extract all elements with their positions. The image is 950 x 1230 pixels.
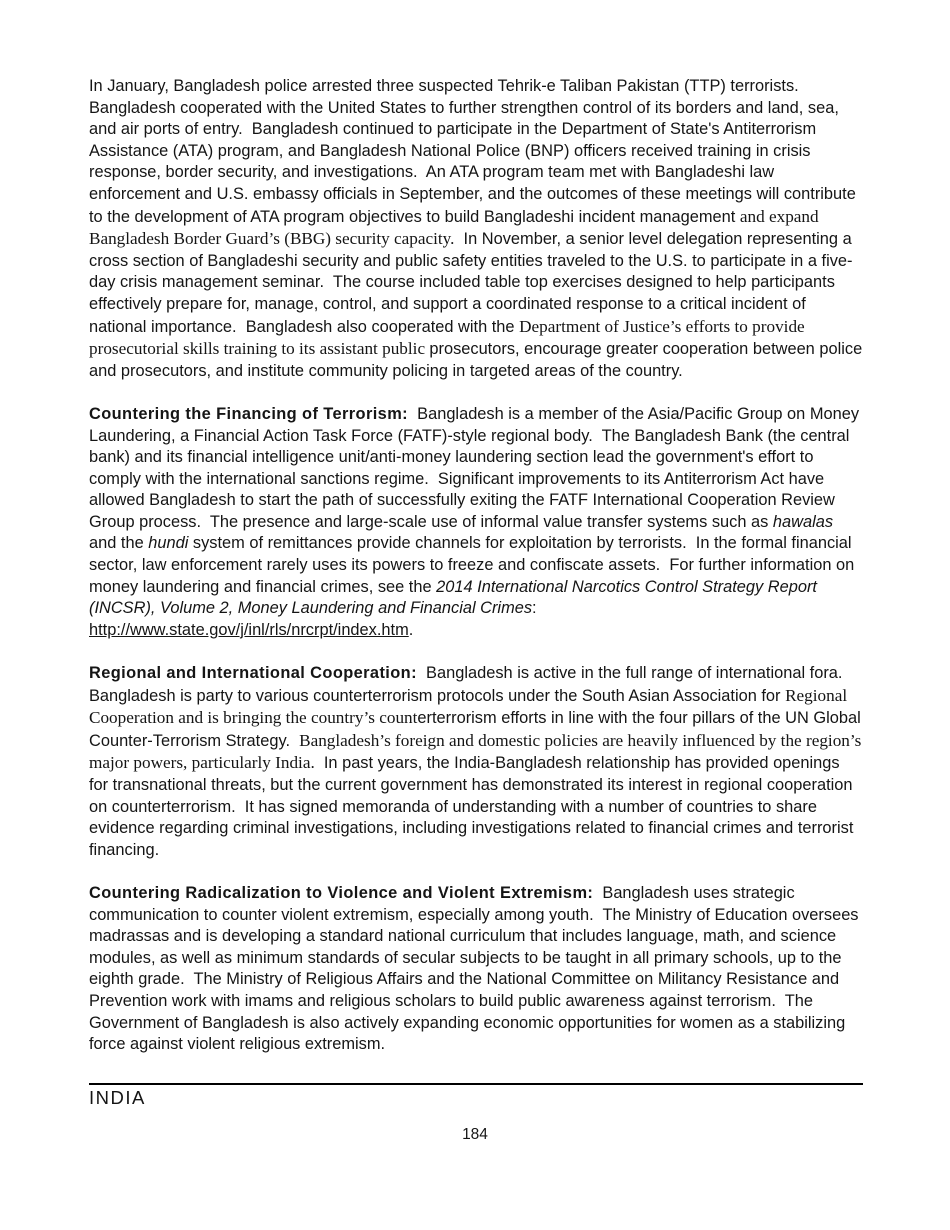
text-run: . <box>408 620 414 639</box>
paragraph-heading: Regional and International Cooperation: <box>89 664 417 683</box>
text-run: Bangladesh is active in the full range of international fora. Bangladesh is party to various counterterrorism protocols under the South Asian Association for <box>89 664 852 705</box>
text-run: system of remittances provide channels for exploitation by terrorists. In the formal financial sector, law enforcement rarely uses its powers to freeze and confiscate assets. For further information on money laundering and financial crimes, see the <box>89 534 859 596</box>
text-run: prosecutors, encourage greater cooperation between police and prosecutors, and institute community policing in targeted areas of the country. <box>89 340 867 380</box>
text-run: and the <box>89 512 838 553</box>
page-number: 184 <box>462 1126 488 1143</box>
paragraph-heading: Countering the Financing of Terrorism: <box>89 404 409 423</box>
text-run: In November, a senior level delegation representing a cross section of Bangladeshi security and public safety entities traveled to the U.S. to participate in a five-day crisis management seminar. The course included table top exercises designed to help participants effectively prepare for, manage, control, and support a coordinated response to a critical incident of national importance. Bangladesh also cooperated with the <box>89 230 857 336</box>
text-run: erterrorism efforts in line with the four pillars of the UN Global Counter-Terrorism Strategy. <box>89 709 866 750</box>
paragraph <box>89 404 863 642</box>
paragraph <box>89 76 867 382</box>
text-run: and expand Bangladesh Border Guard’s (BBG) security capacity. <box>89 206 823 249</box>
section-divider <box>89 1083 863 1085</box>
section-heading-india: INDIA <box>89 1087 146 1108</box>
paragraph <box>89 663 866 861</box>
text-run: Bangladesh uses strategic communication to counter violent extremism, especially among youth. The Ministry of Education oversees madrassas and is developing a standard national curriculum that includes language, math, and science modules, as well as minimum standards of secular subjects to be taught in all primary schools, up to the eighth grade. The Ministry of Religious Affairs and the National Committee on Militancy Resistance and Prevention work with imams and religious scholars to build public awareness against terrorism. The Government of Bangladesh is also actively expanding economic opportunities for women as a stabilizing force against violent religious extremism. <box>89 883 864 1054</box>
text-run: Bangladesh is a member of the Asia/Pacific Group on Money Laundering, a Financial Action Task Force (FATF)-style regional body. The Bangladesh Bank (the central bank) and its financial intelligence unit/anti-money laundering section lead the government's effort to comply with the international sanctions regime. Significant improvements to its Antiterrorism Act have allowed Bangladesh to start the path of successfully exiting the FATF International Cooperation Review Group process. The presence and large-scale use of informal value transfer systems such as <box>89 404 864 531</box>
text-run: Regional Cooperation and is bringing the country’s count <box>89 685 852 728</box>
text-run: In past years, the India-Bangladesh relationship has provided openings for transnational threats, but the current government has demonstrated its interest in regional cooperation on counterterrorism. It has signed memoranda of understanding with a number of countries to share evidence regarding criminal investigations, including investigations related to financial crimes and terrorist financing. <box>89 754 858 859</box>
paragraph <box>89 883 863 1056</box>
text-run: hundi <box>148 534 189 553</box>
text-run: 2014 International Narcotics Control Strategy Report (INCSR), Volume 2, Money Laundering and Financial Crimes <box>89 577 822 618</box>
text-run: hawalas <box>772 512 834 531</box>
text-run: Bangladesh’s foreign and domestic policies are heavily influenced by the region’s major powers, particularly India. <box>89 730 866 773</box>
url-link[interactable]: http://www.state.gov/j/inl/rls/nrcrpt/index.htm <box>89 620 409 639</box>
document-body <box>89 76 867 1077</box>
paragraph-heading: Countering Radicalization to Violence and Violent Extremism: <box>89 883 594 902</box>
text-run: : <box>532 599 542 618</box>
text-run: In January, Bangladesh police arrested three suspected Tehrik-e Taliban Pakistan (TTP) terrorists. Bangladesh cooperated with the United States to further strengthen control of its borders and land, sea, and air ports of entry. Bangladesh continued to participate in the Department of State's Antiterrorism Assistance (ATA) program, and Bangladesh National Police (BNP) officers received training in crisis response, border security, and investigations. An ATA program team met with Bangladeshi law enforcement and U.S. embassy officials in September, and the outcomes of these meetings will contribute to the development of ATA program objectives to build Bangladeshi incident management <box>89 77 861 226</box>
text-run: Department of Justice’s efforts to provide prosecutorial skills training to its assistant public <box>89 316 809 359</box>
